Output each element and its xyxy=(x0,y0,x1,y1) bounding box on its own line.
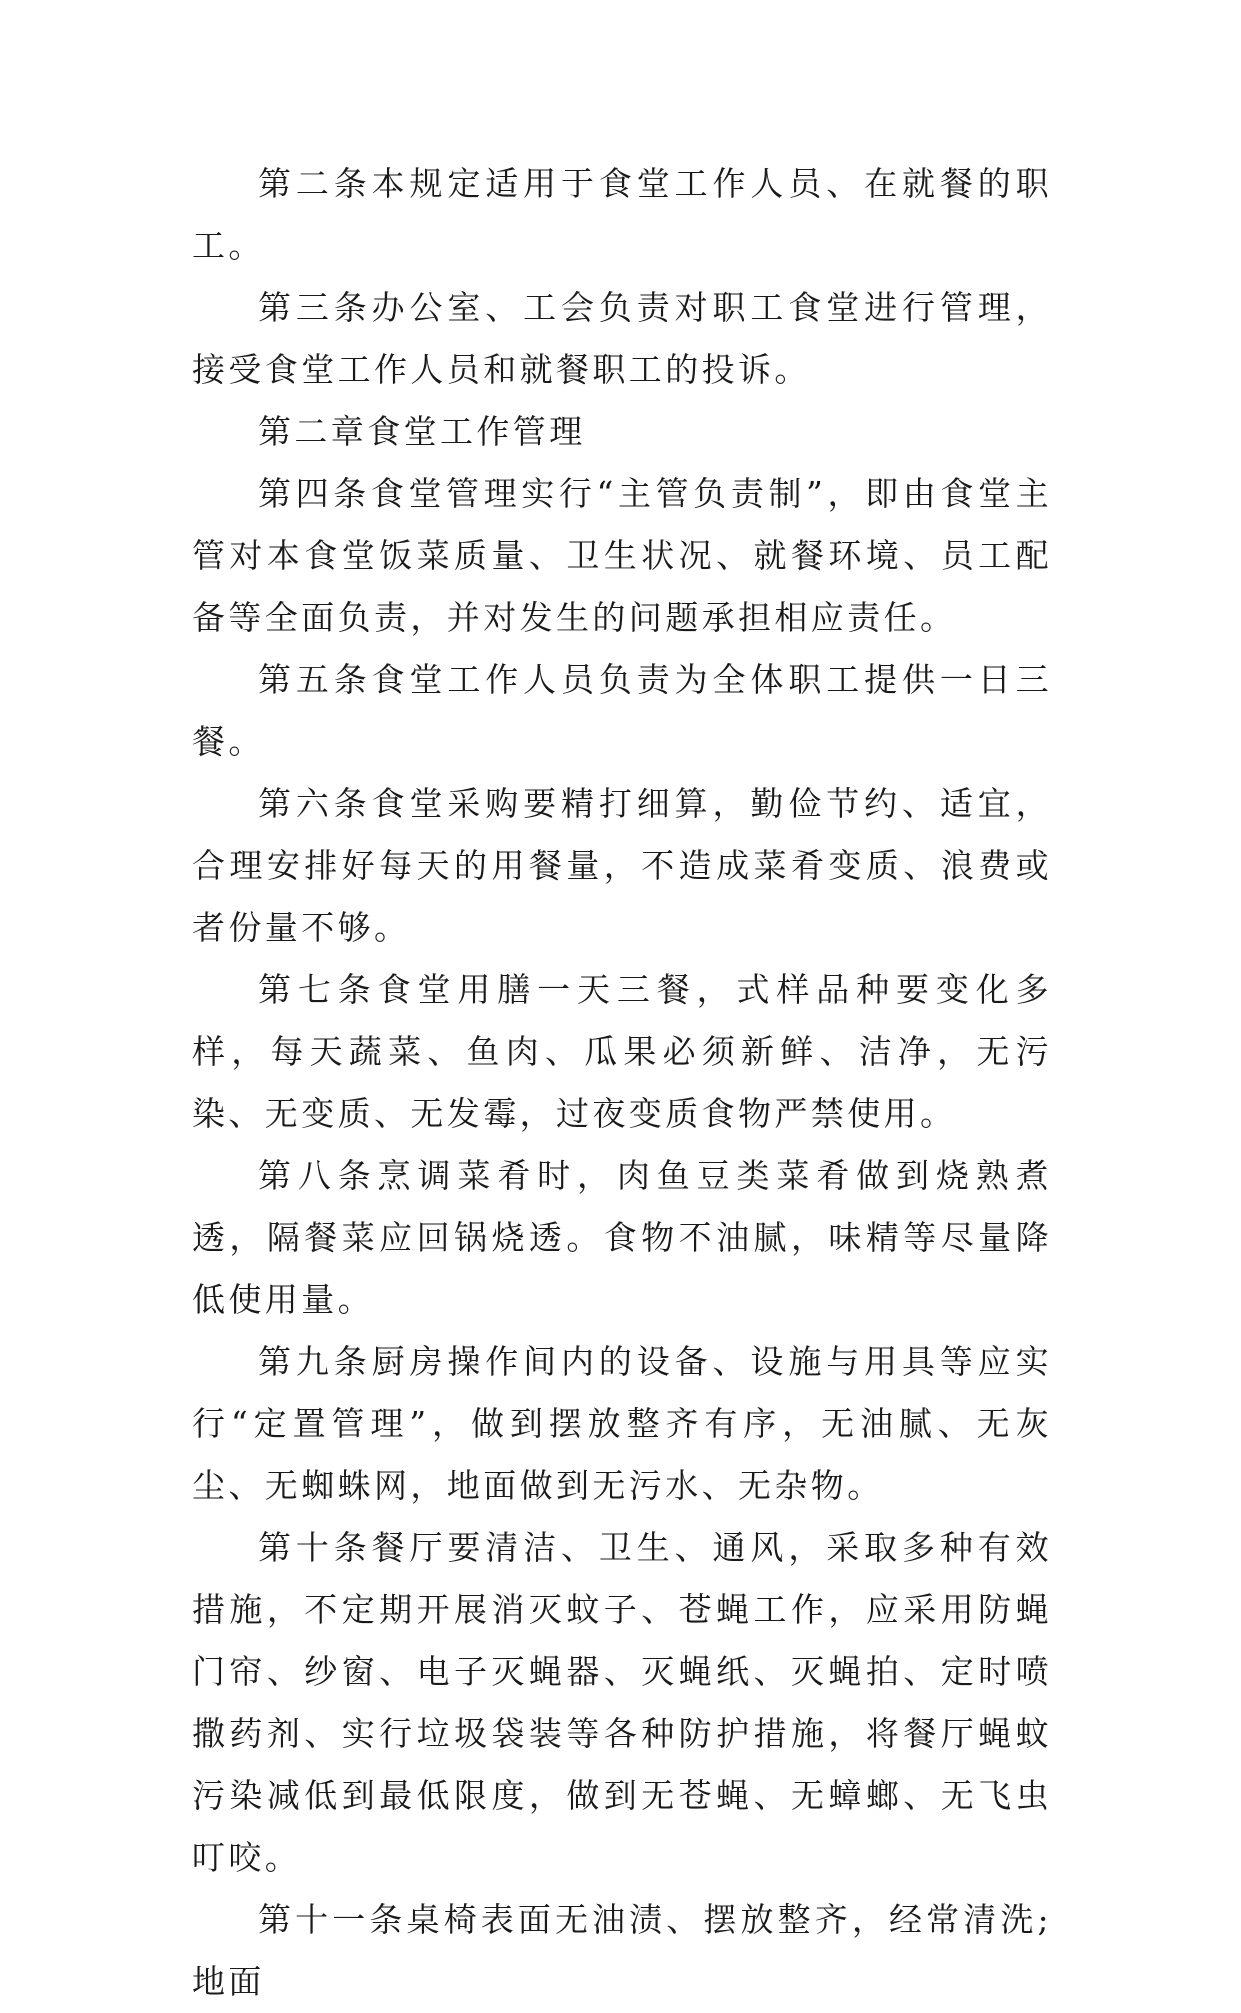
article-2-paragraph: 第二条本规定适用于食堂工作人员、在就餐的职工。 xyxy=(192,164,1052,265)
document-body xyxy=(192,153,1052,2013)
article-3-paragraph: 第三条办公室、工会负责对职工食堂进行管理，接受食堂工作人员和就餐职工的投诉。 xyxy=(192,288,1052,389)
article-4-paragraph: 第四条食堂管理实行“主管负责制”，即由食堂主管对本食堂饭菜质量、卫生状况、就餐环境、员工配备等全面负责，并对发生的问题承担相应责任。 xyxy=(192,474,1052,637)
article-5-paragraph: 第五条食堂工作人员负责为全体职工提供一日三餐。 xyxy=(192,660,1052,761)
chapter-2-heading: 第二章食堂工作管理 xyxy=(258,412,586,451)
article-10-paragraph: 第十条餐厅要清洁、卫生、通风，采取多种有效措施，不定期开展消灭蚊子、苍蝇工作，应采用防蝇门帘、纱窗、电子灭蝇器、灭蝇纸、灭蝇拍、定时喷撒药剂、实行垃圾袋装等各种防护措施，将餐厅蝇蚊污染减低到最低限度，做到无苍蝇、无蟑螂、无飞虫叮咬。 xyxy=(192,1528,1052,1877)
article-8-paragraph: 第八条烹调菜肴时，肉鱼豆类菜肴做到烧熟煮透，隔餐菜应回锅烧透。食物不油腻，味精等尽量降低使用量。 xyxy=(192,1156,1052,1319)
article-9-paragraph: 第九条厨房操作间内的设备、设施与用具等应实行“定置管理”，做到摆放整齐有序，无油腻、无灰尘、无蜘蛛网，地面做到无污水、无杂物。 xyxy=(192,1342,1052,1505)
article-11-paragraph: 第十一条桌椅表面无油渍、摆放整齐，经常清洗;地面 xyxy=(192,1900,1052,2001)
article-7-paragraph: 第七条食堂用膳一天三餐，式样品种要变化多样，每天蔬菜、鱼肉、瓜果必须新鲜、洁净，无污染、无变质、无发霉，过夜变质食物严禁使用。 xyxy=(192,970,1052,1133)
article-6-paragraph: 第六条食堂采购要精打细算，勤俭节约、适宜，合理安排好每天的用餐量，不造成菜肴变质、浪费或者份量不够。 xyxy=(192,784,1052,947)
